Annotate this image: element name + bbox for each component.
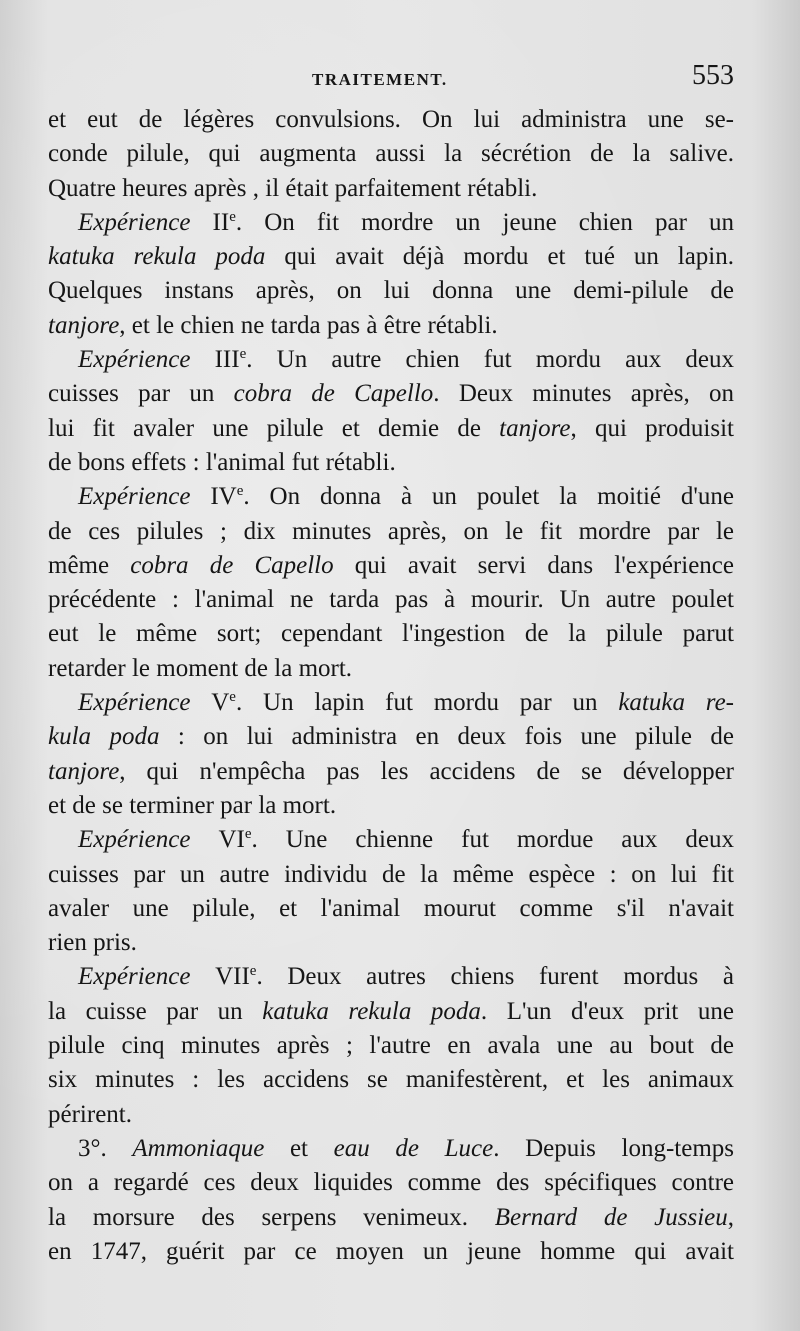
page-number: 553 [692,60,734,91]
italic-text: Expérience [78,346,215,374]
text-segment: , [727,1203,734,1231]
text-line [48,1166,734,1200]
text-segment: lui fit avaler une pilule et demie de [48,414,500,442]
text-line [48,274,734,308]
text-line [48,1063,734,1097]
text-segment: . Un lapin fut mordu par un [235,689,619,717]
text-segment: de ces pilules ; dix minutes après, on le fit mordre par le [48,517,734,545]
superscript-text: e [249,963,257,980]
running-title: TRAITEMENT. [312,70,448,89]
text-segment: précédente : l'animal ne tarda pas à mourir. Un autre poulet [48,586,734,614]
text-line [48,446,734,480]
italic-text: Expérience [78,826,219,854]
text-segment: même [48,551,131,579]
text-segment: la morsure des serpens venimeux. [48,1203,495,1231]
text-segment: : on lui administra en deux fois une pilule de [159,723,734,751]
text-segment: . Deux autres chiens furent mordus à [256,963,734,991]
text-segment: III [214,346,240,374]
text-segment: six minutes : les accidens se manifestèrent, et les animaux [48,1066,734,1094]
text-segment: . Depuis long-temps [493,1134,734,1162]
text-line [48,789,734,823]
text-line [48,755,734,789]
text-segment: . Une chienne fut mordue aux deux [251,826,734,854]
italic-text: Bernard de Jussieu [494,1203,728,1231]
text-segment: cuisses par un autre individu de la même espèce : on lui fit [48,860,734,888]
text-segment: on a regardé ces deux liquides comme des spécifiques contre [48,1169,734,1197]
italic-text: tanjore [48,757,120,785]
text-segment: retarder le moment de la mort. [48,654,353,682]
text-line [48,995,734,1029]
italic-text: Expérience [78,689,212,717]
text-line [48,892,734,926]
text-line [48,480,734,514]
text-segment: VII [215,963,250,991]
superscript-text: e [229,689,236,706]
text-segment: . L'un d'eux prit une [480,997,734,1025]
italic-text: Ammoniaque [132,1134,265,1162]
text-line [48,1201,734,1235]
text-segment: avaler une pilule, et l'animal mourut comme s'il n'avait [48,894,734,922]
text-segment: V [211,689,230,717]
italic-text: Expérience [78,208,213,236]
text-line [48,686,734,720]
text-segment: périrent. [48,1100,132,1128]
text-segment: de bons effets : l'animal fut rétabli. [48,448,396,476]
italic-text: Expérience [78,483,211,511]
text-segment: et [264,1134,334,1162]
text-line [48,858,734,892]
text-segment: 3°. [78,1134,133,1162]
text-line [48,720,734,754]
superscript-text: e [229,208,236,225]
text-segment: . On donna à un poulet la moitié d'une [243,483,734,511]
italic-text: cobra de Capello [130,551,334,579]
text-segment: pilule cinq minutes après ; l'autre en avala une au bout de [48,1032,734,1060]
text-segment: Quatre heures après , il était parfaitement rétabli. [48,174,538,202]
text-line [48,240,734,274]
text-line [48,1098,734,1132]
text-segment: rien pris. [48,929,137,957]
superscript-text: e [239,346,247,363]
text-segment: qui avait servi dans l'expérience [333,551,734,579]
text-line [48,960,734,994]
text-segment: . Deux minutes après, on [433,380,734,408]
text-segment: , qui n'empêcha pas les accidens de se développer [119,757,734,785]
superscript-text: e [244,826,252,843]
text-segment: II [212,208,230,236]
text-line [48,343,734,377]
italic-text: kula poda [48,723,160,751]
text-segment: eut le même sort; cependant l'ingestion de la pilule parut [48,620,734,648]
text-line [48,103,734,137]
text-line [48,206,734,240]
text-segment: . Un autre chien fut mordu aux deux [246,346,734,374]
text-segment: Quelques instans après, on lui donna une demi-pilule de [48,277,734,305]
text-line [48,137,734,171]
text-line [48,412,734,446]
text-segment: et eut de légères convulsions. On lui administra une se- [48,106,734,133]
text-line [48,617,734,651]
text-segment: IV [210,483,237,511]
italic-text: katuka rekula poda [262,997,481,1025]
text-line [48,1235,734,1269]
superscript-text: e [236,483,244,500]
body-text [48,103,734,1269]
text-line [48,823,734,857]
text-line [48,926,734,960]
italic-text: tanjore [499,414,571,442]
text-segment: et de se terminer par la mort. [48,791,337,819]
italic-text: Expérience [78,963,216,991]
text-segment: . On fit mordre un jeune chien par un [235,208,734,236]
italic-text: tanjore [48,311,120,339]
text-line [48,309,734,343]
text-line [48,377,734,411]
text-line [48,1132,734,1166]
text-segment: en 1747, guérit par ce moyen un jeune homme qui avait [48,1237,734,1265]
text-line [48,172,734,206]
text-line [48,515,734,549]
text-segment: , qui produisit [570,414,734,442]
italic-text: eau de Luce [333,1134,494,1162]
text-line [48,652,734,686]
text-line [48,1029,734,1063]
italic-text: cobra de Capello [233,380,434,408]
text-line [48,549,734,583]
text-segment: , et le chien ne tarda pas à être rétabli. [119,311,498,339]
text-line [48,583,734,617]
text-segment: qui avait déjà mordu et tué un lapin. [265,243,734,271]
text-segment: la cuisse par un [48,997,263,1025]
text-segment: conde pilule, qui augmenta aussi la sécrétion de la salive. [48,140,734,168]
page-header [48,58,734,98]
text-segment: VI [218,826,245,854]
italic-text: katuka rekula poda [48,243,266,271]
text-segment: cuisses par un [48,380,234,408]
italic-text: katuka re- [618,689,734,717]
